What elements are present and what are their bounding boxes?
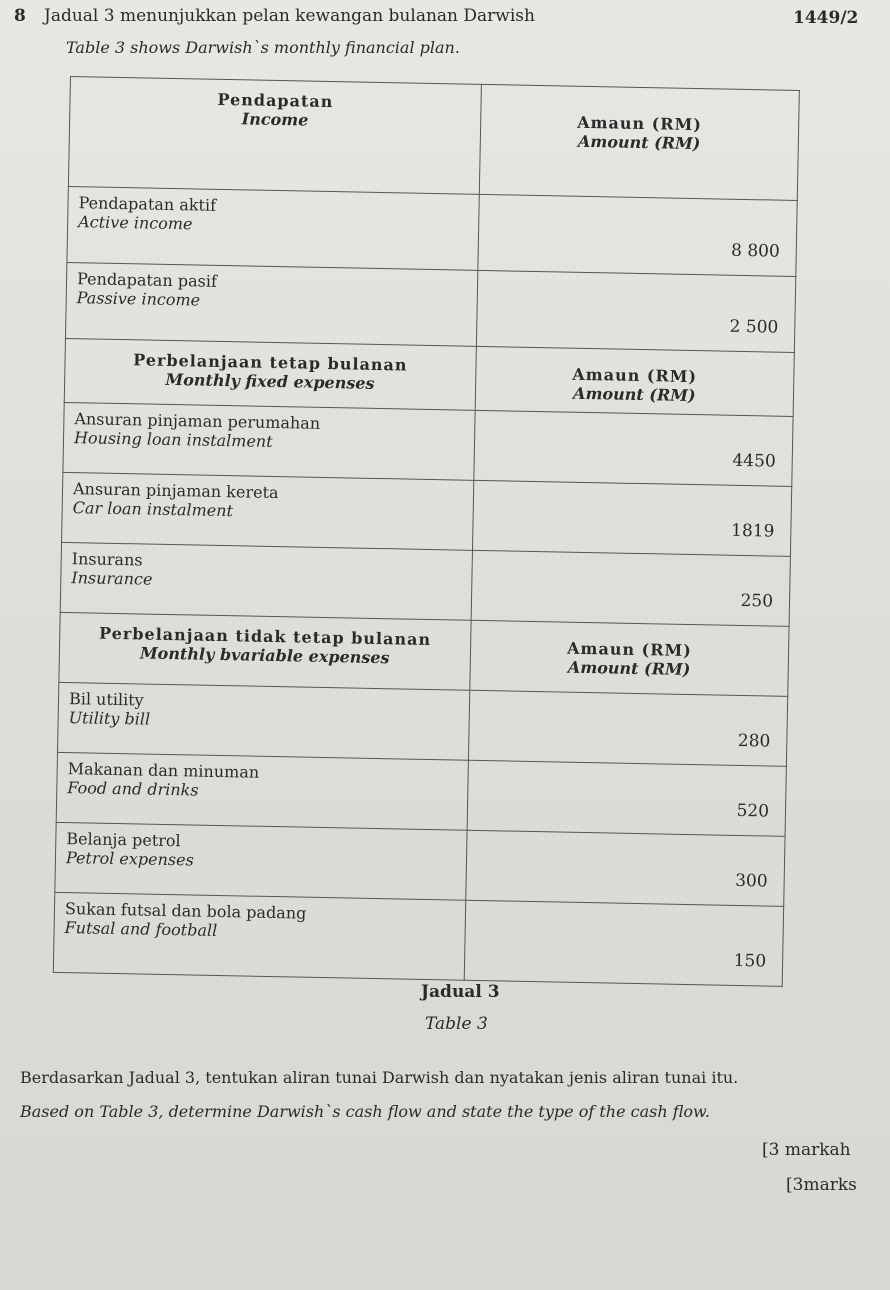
item-malay: Insurans xyxy=(71,549,143,570)
item-malay: Pendapatan aktif xyxy=(78,193,217,215)
item-malay: Makanan dan minuman xyxy=(67,759,260,782)
item-amount: 280 xyxy=(468,690,788,766)
intro-english: Table 3 shows Darwish`s monthly financial plan. xyxy=(66,38,460,57)
item-english: Petrol expenses xyxy=(65,848,194,870)
paper-code: 1449/2 xyxy=(793,8,859,28)
amount-header xyxy=(475,346,794,416)
item-malay: Bil utility xyxy=(68,689,144,710)
section-header xyxy=(59,612,471,690)
question-english: Based on Table 3, determine Darwish`s cash flow and state the type of the cash flow. xyxy=(20,1102,710,1121)
item-english: Active income xyxy=(78,212,193,234)
item-english: Futsal and football xyxy=(64,918,218,940)
item-malay: Ansuran pinjaman perumahan xyxy=(74,409,321,433)
intro-malay: Jadual 3 menunjukkan pelan kewangan bulanan Darwish xyxy=(44,6,535,26)
amount-header xyxy=(469,620,789,696)
amount-header-english: Amount (RM) xyxy=(577,131,701,154)
item-amount: 520 xyxy=(467,760,787,836)
item-english: Passive income xyxy=(76,288,201,310)
marks-english: [3marks xyxy=(786,1175,857,1195)
item-english: Utility bill xyxy=(68,708,151,729)
item-english: Car loan instalment xyxy=(72,498,234,521)
amount-header xyxy=(479,84,799,200)
section-header-english: Monthly fixed expenses xyxy=(165,369,375,393)
table-row xyxy=(67,186,797,276)
item-amount: 4450 xyxy=(473,410,793,486)
income-header-row xyxy=(68,77,799,201)
item-english: Food and drinks xyxy=(67,778,199,800)
amount-header-english: Amount (RM) xyxy=(567,657,691,680)
item-malay: Sukan futsal dan bola padang xyxy=(64,899,307,923)
section-header-english: Monthly bvariable expenses xyxy=(139,643,390,668)
table-row xyxy=(65,262,795,352)
item-english: Insurance xyxy=(71,568,153,589)
amount-header-english: Amount (RM) xyxy=(572,383,696,406)
amount-header-malay: Amaun (RM) xyxy=(566,638,692,661)
item-malay: Ansuran pinjaman kereta xyxy=(72,479,279,503)
item-malay: Belanja petrol xyxy=(66,829,181,851)
section-header-malay: Perbelanjaan tetap bulanan xyxy=(133,350,408,375)
question-number: 8 xyxy=(14,6,26,26)
item-malay: Pendapatan pasif xyxy=(76,269,218,291)
table-row xyxy=(53,892,783,986)
financial-plan-table xyxy=(53,76,800,987)
marks-malay: [3 markah xyxy=(762,1140,851,1160)
table-caption-english: Table 3 xyxy=(425,1014,488,1034)
section-header xyxy=(64,338,476,410)
item-english: Housing loan instalment xyxy=(73,428,273,451)
item-amount: 1819 xyxy=(472,480,792,556)
item-amount: 2 500 xyxy=(476,270,796,352)
amount-header-malay: Amaun (RM) xyxy=(572,364,698,387)
item-amount: 300 xyxy=(465,830,785,906)
item-amount: 250 xyxy=(471,550,791,626)
section-header-malay: Pendapatan xyxy=(217,89,334,112)
section-header-malay: Perbelanjaan tidak tetap bulanan xyxy=(98,623,432,650)
table-caption-malay: Jadual 3 xyxy=(421,982,500,1002)
amount-header-malay: Amaun (RM) xyxy=(577,112,703,135)
item-amount: 8 800 xyxy=(478,194,798,276)
question-malay: Berdasarkan Jadual 3, tentukan aliran tunai Darwish dan nyatakan jenis aliran tunai itu. xyxy=(20,1068,739,1087)
section-header xyxy=(68,77,481,195)
section-header-english: Income xyxy=(241,109,309,130)
item-amount: 150 xyxy=(464,900,784,986)
